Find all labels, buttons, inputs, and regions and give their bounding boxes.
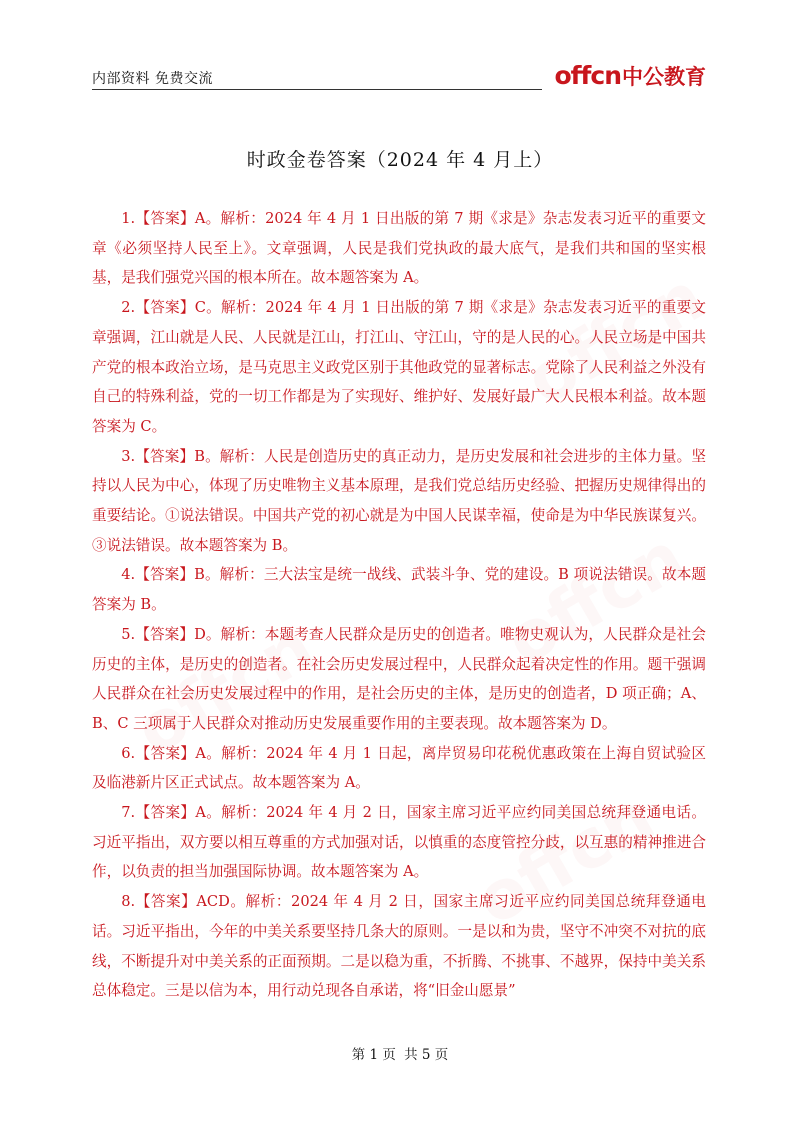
offcn-logo bbox=[554, 62, 706, 91]
answer-item: 6.【答案】A。解析：2024 年 4 月 1 日起，离岸贸易印花税优惠政策在上海自贸试验区及临港新片区正式试点。故本题答案为 A。 bbox=[92, 744, 706, 792]
logo-text-cn: 中公教育 bbox=[622, 65, 706, 89]
header-rule bbox=[92, 89, 542, 90]
answer-item: 3.【答案】B。解析：人民是创造历史的真正动力，是历史发展和社会进步的主体力量。坚持以人民为中心，体现了历史唯物主义基本原理，是我们党总结历史经验、把握历史规律得出的重要结论。①说法错误。中国共产党的初心就是为中国人民谋幸福，使命是为中华民族谋复兴。③说法错误。故本题答案为 B。 bbox=[92, 447, 706, 554]
answer-list bbox=[92, 204, 706, 1006]
answer-item: 4.【答案】B。解析：三大法宝是统一战线、武装斗争、党的建设。B 项说法错误。故本题答案为 B。 bbox=[92, 566, 706, 614]
page-total: 共 5 页 bbox=[404, 1047, 449, 1063]
answer-item: 2.【答案】C。解析：2024 年 4 月 1 日出版的第 7 期《求是》杂志发表习近平的重要文章强调，江山就是人民、人民就是江山，打江山、守江山，守的是人民的心。人民立场是中国共产党的根本政治立场，是马克思主义政党区别于其他政党的显著标志。党除了人民利益之外没有自己的特殊利益，党的一切工作都是为了实现好、维护好、发展好最广大人民根本利益。故本题答案为 C。 bbox=[92, 299, 706, 435]
answer-item: 5.【答案】D。解析：本题考查人民群众是历史的创造者。唯物史观认为，人民群众是社会历史的主体，是历史的创造者。在社会历史发展过程中，人民群众起着决定性的作用。题干强调人民群众在社会历史发展过程中的作用，是社会历史的主体，是历史的创造者，D 项正确；A、B、C 三项属于人民群众对推动历史发展重要作用的主要表现。故本题答案为 D。 bbox=[92, 625, 706, 732]
header-note: 内部资料 免费交流 bbox=[92, 71, 213, 87]
document-title: 时政金卷答案（2024 年 4 月上） bbox=[246, 149, 554, 171]
answer-item: 1.【答案】A。解析：2024 年 4 月 1 日出版的第 7 期《求是》杂志发表习近平的重要文章《必须坚持人民至上》。文章强调，人民是我们党执政的最大底气，是我们共和国的坚实根基，是我们强党兴国的根本所在。故本题答案为 A。 bbox=[92, 210, 706, 287]
answer-item: 8.【答案】ACD。解析：2024 年 4 月 2 日，国家主席习近平应约同美国总统拜登通电话。习近平指出，今年的中美关系要坚持几条大的原则。一是以和为贵，坚守不冲突不对抗的底线，不断提升对中美关系的正面预期。二是以稳为重，不折腾、不挑事、不越界，保持中美关系总体稳定。三是以信为本，用行动兑现各自承诺，将“旧金山愿景” bbox=[92, 893, 706, 1000]
logo-text-en: offcn bbox=[554, 61, 621, 90]
answer-item: 7.【答案】A。解析：2024 年 4 月 2 日，国家主席习近平应约同美国总统拜登通电话。习近平指出，双方要以相互尊重的方式加强对话，以慎重的态度管控分歧，以互惠的精神推进合作，以负责的担当加强国际协调。故本题答案为 A。 bbox=[92, 804, 706, 881]
page-footer bbox=[0, 1043, 800, 1063]
page-number: 第 1 页 bbox=[351, 1047, 396, 1063]
page-header bbox=[92, 62, 706, 94]
